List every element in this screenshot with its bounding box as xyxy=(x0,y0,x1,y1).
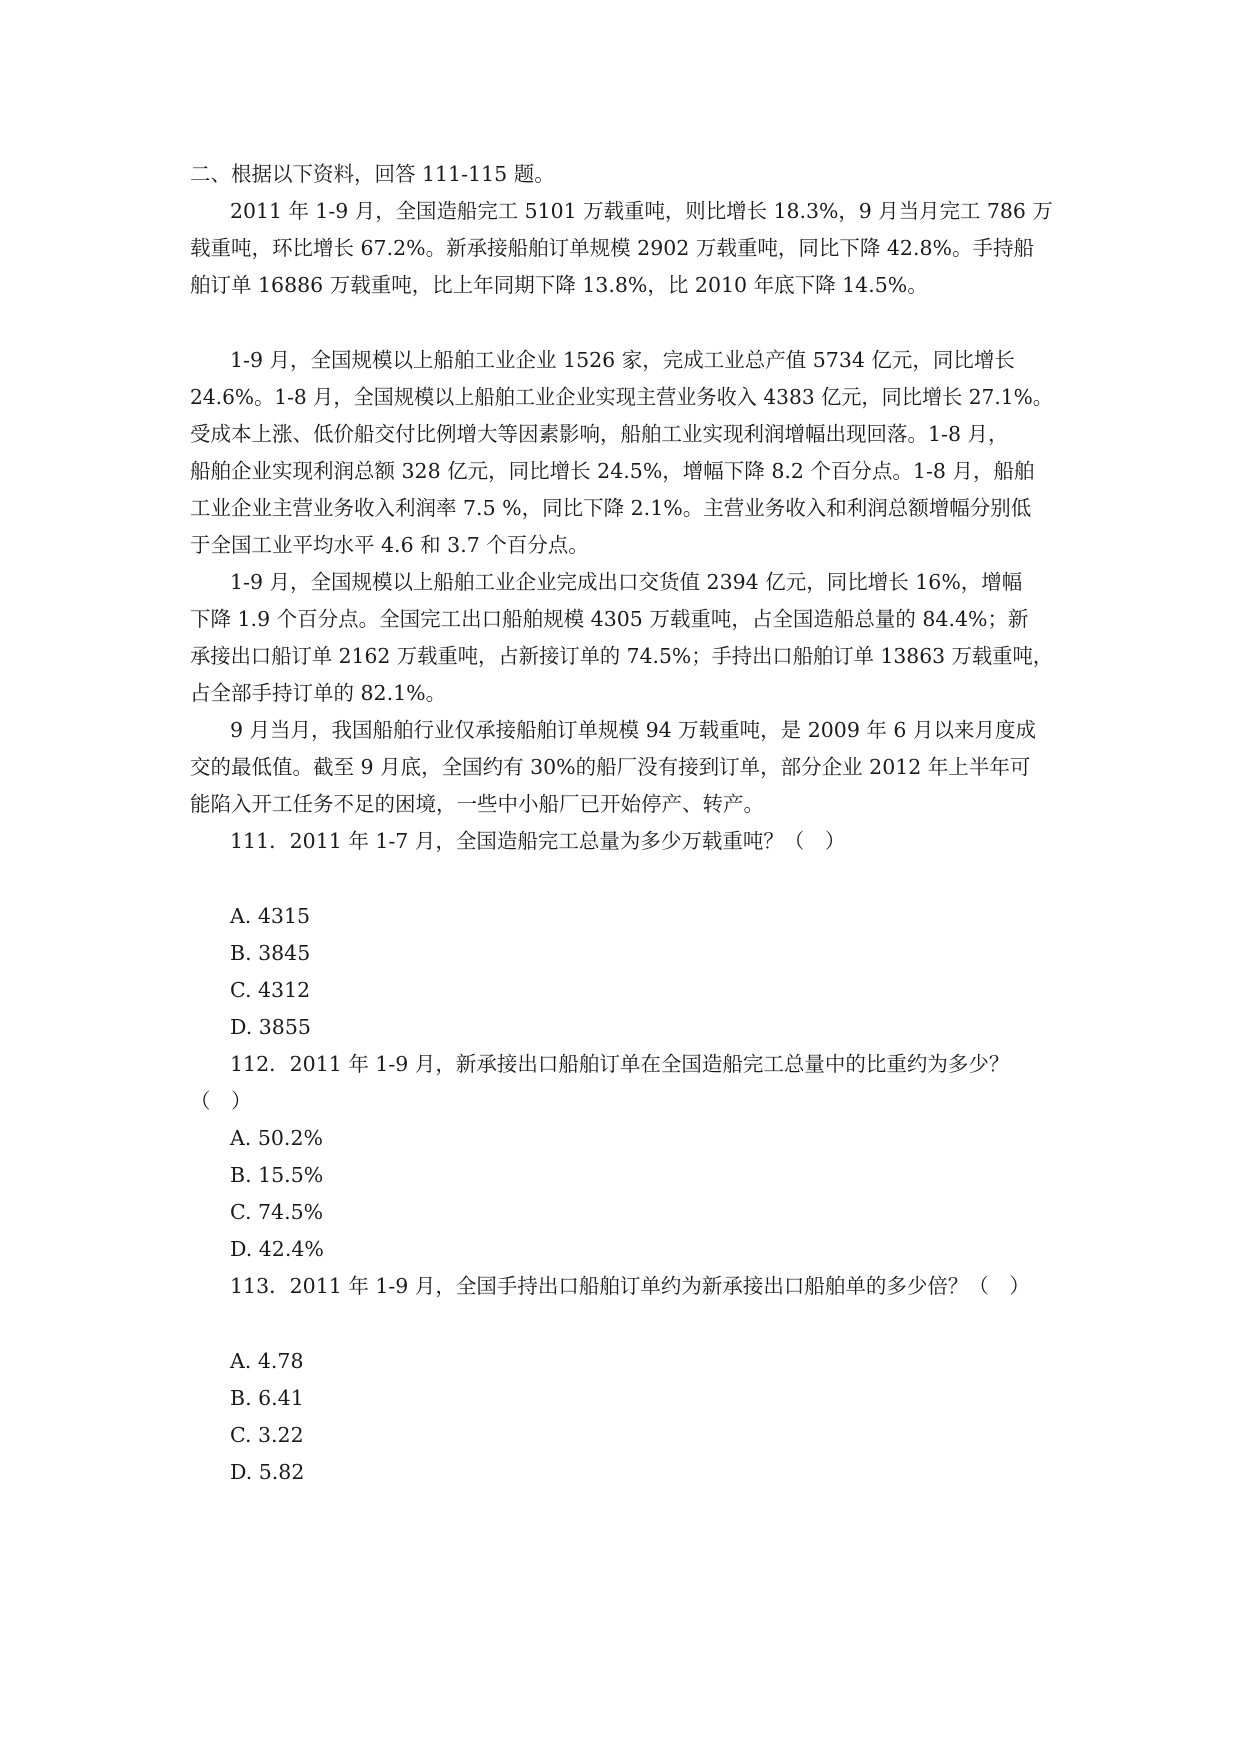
paragraph-line: 24.6%。1-8 月，全国规模以上船舶工业企业实现主营业务收入 4383 亿元，同比增长 27.1%。 xyxy=(190,385,1053,409)
option-a: A. 4.78 xyxy=(230,1349,304,1373)
paragraph-line: 1-9 月，全国规模以上船舶工业企业完成出口交货值 2394 亿元，同比增长 16%，增幅 xyxy=(230,570,1023,594)
paragraph-line: 工业企业主营业务收入利润率 7.5 %，同比下降 2.1%。主营业务收入和利润总额增幅分别低 xyxy=(190,496,1032,520)
option-b: B. 15.5% xyxy=(230,1163,324,1187)
paragraph-line: 1-9 月，全国规模以上船舶工业企业 1526 家，完成工业总产值 5734 亿元，同比增长 xyxy=(230,348,1015,372)
paragraph-line: 于全国工业平均水平 4.6 和 3.7 个百分点。 xyxy=(190,533,589,557)
paragraph-line: 船舶企业实现利润总额 328 亿元，同比增长 24.5%，增幅下降 8.2 个百分点。1-8 月，船舶 xyxy=(190,459,1035,483)
question-stem: 111．2011 年 1-7 月，全国造船完工总量为多少万载重吨？（ ） xyxy=(230,829,846,853)
paragraph-line: 9 月当月，我国船舶行业仅承接船舶订单规模 94 万载重吨，是 2009 年 6 月以来月度成 xyxy=(230,718,1036,742)
option-a: A. 50.2% xyxy=(230,1126,323,1150)
paragraph-line: 载重吨，环比增长 67.2%。新承接船舶订单规模 2902 万载重吨，同比下降 42.8%。手持船 xyxy=(190,236,1034,260)
question-stem: 112．2011 年 1-9 月，新承接出口船舶订单在全国造船完工总量中的比重约为多少？ xyxy=(230,1052,1010,1076)
option-a: A. 4315 xyxy=(230,904,311,928)
paragraph-line: 占全部手持订单的 82.1%。 xyxy=(190,681,447,705)
paragraph-line: 受成本上涨、低价船交付比例增大等因素影响，船舶工业实现利润增幅出现回落。1-8 月， xyxy=(190,422,1009,446)
option-c: C. 74.5% xyxy=(230,1200,324,1224)
option-c: C. 3.22 xyxy=(230,1423,304,1447)
question-stem-continuation: （ ） xyxy=(190,1089,252,1113)
option-d: D. 5.82 xyxy=(230,1460,305,1484)
paragraph-line: 舶订单 16886 万载重吨，比上年同期下降 13.8%，比 2010 年底下降 14.5%。 xyxy=(190,273,928,297)
paragraph-line: 2011 年 1-9 月，全国造船完工 5101 万载重吨，则比增长 18.3%，9 月当月完工 786 万 xyxy=(230,199,1053,223)
question-stem: 113．2011 年 1-9 月，全国手持出口船舶订单约为新承接出口船舶单的多少倍？（ ） xyxy=(230,1274,1030,1298)
paragraph-line: 下降 1.9 个百分点。全国完工出口船舶规模 4305 万载重吨，占全国造船总量的 84.4%；新 xyxy=(190,607,1029,631)
option-b: B. 3845 xyxy=(230,941,311,965)
option-d: D. 42.4% xyxy=(230,1237,324,1261)
option-d: D. 3855 xyxy=(230,1015,311,1039)
paragraph-line: 交的最低值。截至 9 月底，全国约有 30%的船厂没有接到订单，部分企业 2012 年上半年可 xyxy=(190,755,1031,779)
paragraph-line: 承接出口船订单 2162 万载重吨，占新接订单的 74.5%；手持出口船舶订单 13863 万载重吨， xyxy=(190,644,1054,668)
option-b: B. 6.41 xyxy=(230,1386,304,1410)
section-heading: 二、根据以下资料，回答 111-115 题。 xyxy=(190,162,555,186)
paragraph-line: 能陷入开工任务不足的困境，一些中小船厂已开始停产、转产。 xyxy=(190,792,764,816)
option-c: C. 4312 xyxy=(230,978,311,1002)
